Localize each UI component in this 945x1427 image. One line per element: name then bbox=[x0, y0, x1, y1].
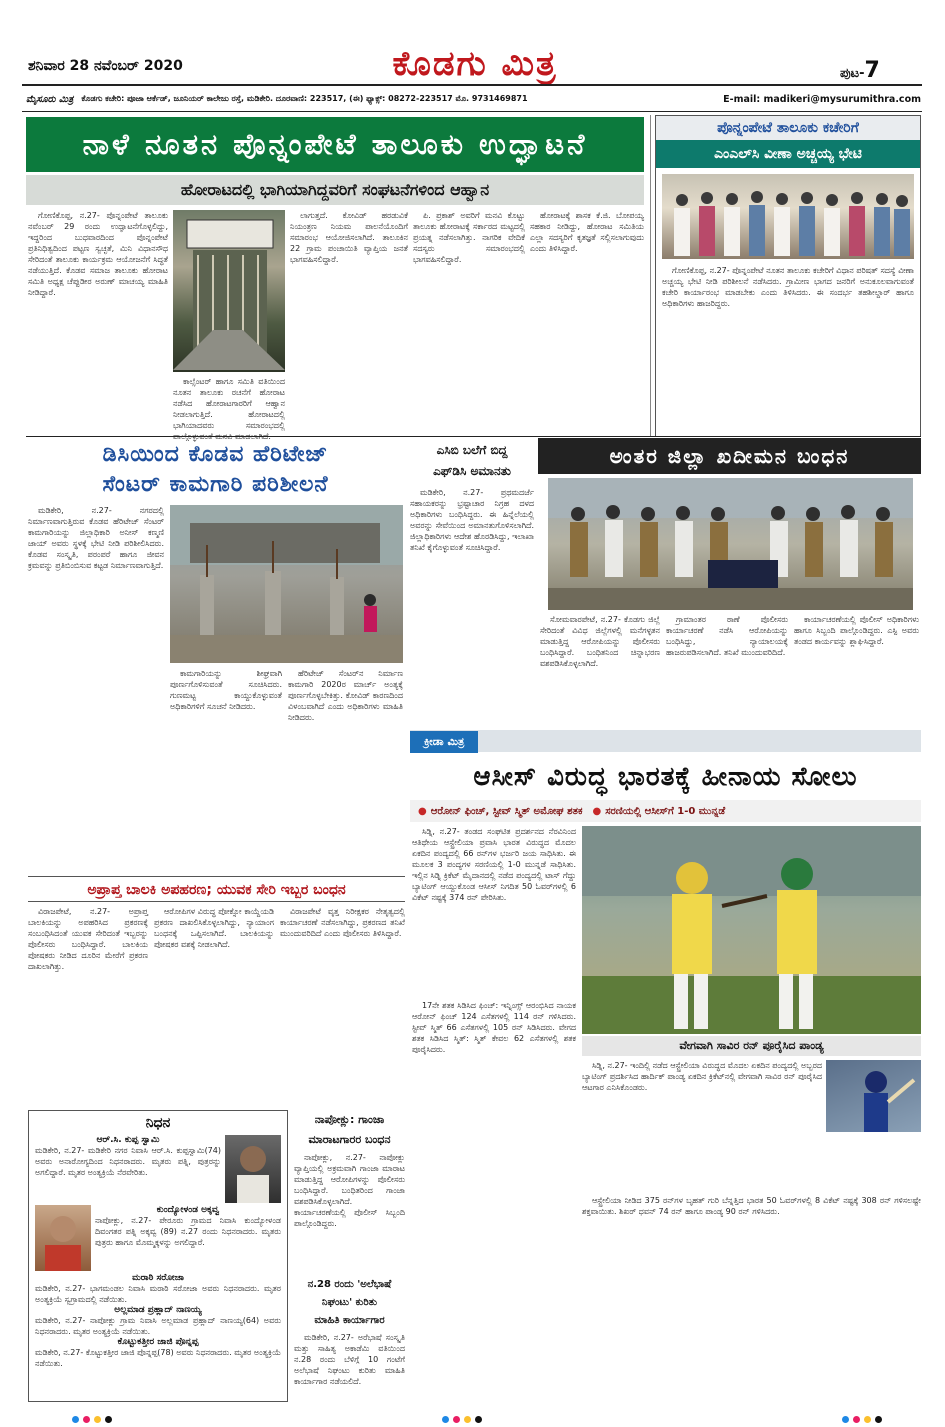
registration-dots-right bbox=[840, 1408, 884, 1427]
obituary-box bbox=[28, 1110, 288, 1402]
registration-dots-center bbox=[440, 1408, 484, 1427]
bullet-icon: ● bbox=[418, 805, 427, 817]
portrait-illustration bbox=[225, 1135, 281, 1203]
obituary-name-4: ಅಲ್ಲಮಾಡ ಪ್ರಹ್ಲಾದ್ ನಾಣಯ್ಯ bbox=[114, 1305, 202, 1315]
registration-dot bbox=[864, 1416, 871, 1423]
registration-dot bbox=[853, 1416, 860, 1423]
visit-photo bbox=[662, 174, 914, 259]
pandya-photo bbox=[826, 1060, 921, 1132]
lead-col-1: ಗೋಣಿಕೊಪ್ಪ, ನ.27- ಪೊನ್ನಂಪೇಟೆ ತಾಲೂಕು ನವೆಂಬರ್ 29 ರಂದು ಉದ್ಘಾಟನೆಗೊಳ್ಳಲಿದ್ದು, ಇದ್ದರಿಂದ ಬುಧವಾರದಿಂದ ಪೊನ್ನಂಪೇಟೆ ಪ್ರತಿನಿಧಿತ್ವದಿಂದ ಪಟ್ಟಣ ಸ್ವಚ್ಛತೆ, ಮಿನಿ ವಿಧಾನಸೌಧ ಸೇರಿದಂತೆ ತಾಲೂಕು ಕಾರ್ಯಕ್ರಮ ಆಯೋಜನೆಗೆ ಸಿದ್ಧತೆ ನಡೆಯುತ್ತಿದೆ. ಕೊಡವ ಸಮಾಜ ತಾಲೂಕು ಹೋರಾಟ ಸಮಿತಿ ಅಧ್ಯಕ್ಷ ಚೆಪ್ಪುಡೀರ ಅರುಣ್ ಮಾಚಯ್ಯ ಮಾಹಿತಿ ನೀಡಿದ್ದಾರೆ. bbox=[28, 211, 168, 297]
obituary-text-4: ಮಡಿಕೇರಿ, ನ.27- ನಾಪೋಕ್ಲು ಗ್ರಾಮ ನಿವಾಸಿ ಅಲ್ಲಮಾಡ ಪ್ರಹ್ಲಾದ್ ನಾಣಯ್ಯ(64) ಅವರು ನಿಧನರಾದರು. ಮೃತರ ಅಂತ್ಯಕ್ರಿಯೆ ನಡೆಯಿತು. bbox=[35, 1316, 281, 1336]
page-number-block bbox=[840, 58, 880, 83]
visit-body: ಗೋಣಿಕೊಪ್ಪ, ನ.27- ಪೊನ್ನಂಪೇಟೆ ನೂತನ ತಾಲೂಕು ಕಚೇರಿಗೆ ವಿಧಾನ ಪರಿಷತ್ ಸದಸ್ಯೆ ವೀಣಾ ಅಚ್ಚಯ್ಯ ಭೇಟಿ ನೀಡಿ ಪರಿಶೀಲನೆ ನಡೆಸಿದರು. ಗ್ರಾಮೀಣ ಭಾಗದ ಜನರಿಗೆ ಅನುಕೂಲವಾಗುವಂತೆ ಕಚೇರಿ ಕಾರ್ಯಾರಂಭ ಮಾಡಬೇಕು ಎಂದು ತಿಳಿಸಿದರು. ಈ ಸಂದರ್ಭ ತಹಶೀಲ್ದಾರ್ ಹಾಗೂ ಅಧಿಕಾರಿಗಳು ಹಾಜರಿದ್ದರು. bbox=[662, 266, 914, 308]
workshop-headline-3: ಮಾಹಿತಿ ಕಾರ್ಯಾಗಾರ bbox=[314, 1315, 385, 1326]
registration-dot bbox=[94, 1416, 101, 1423]
obituary-name-2: ಕುಂದ್ಯೋಳಂಡ ಅಕ್ಕವ್ವ bbox=[156, 1205, 220, 1215]
address-rule bbox=[22, 111, 922, 112]
ganja-body: ನಾಪೋಕ್ಲು, ನ.27- ನಾಪೋಕ್ಲು ವ್ಯಾಪ್ತಿಯಲ್ಲಿ ಅಕ್ರಮವಾಗಿ ಗಾಂಜಾ ಮಾರಾಟ ಮಾಡುತ್ತಿದ್ದ ಆರೋಪಿಗಳನ್ನು ಪೊಲೀಸರು ಬಂಧಿಸಿದ್ದಾರೆ. ಬಂಧಿತರಿಂದ ಗಾಂಜಾ ವಶಪಡಿಸಿಕೊಳ್ಳಲಾಗಿದೆ. ಕಾರ್ಯಾಚರಣೆಯಲ್ಲಿ ಪೊಲೀಸ್ ಸಿಬ್ಬಂದಿ ಪಾಲ್ಗೊಂಡಿದ್ದರು. bbox=[294, 1153, 405, 1228]
obituary-text-3: ಮಡಿಕೇರಿ, ನ.27- ಭಾಗಮಂಡಲ ನಿವಾಸಿ ಮರಾಠಿ ಸರೋಜಾ ಅವರು ನಿಧನರಾದರು. ಮೃತರ ಅಂತ್ಯಕ್ರಿಯೆ ಸ್ವಗ್ರಾಮದಲ್ಲಿ ನಡೆಯಿತು. bbox=[35, 1284, 281, 1304]
lead-photo bbox=[173, 210, 285, 372]
thief-col-3: ಕಾರ್ಯಾಚರಣೆಯಲ್ಲಿ ಪೊಲೀಸ್ ಅಧಿಕಾರಿಗಳು ಹಾಗೂ ಸಿಬ್ಬಂದಿ ಪಾಲ್ಗೊಂಡಿದ್ದರು. ಎಸ್ಪಿ ಅವರು ತಂಡದ ಕಾರ್ಯವನ್ನು ಶ್ಲಾಘಿಸಿದ್ದಾರೆ. bbox=[794, 615, 919, 646]
registration-dot bbox=[83, 1416, 90, 1423]
office-building-illustration bbox=[173, 210, 285, 372]
ganja-headline-1: ನಾಪೋಕ್ಲು: ಗಾಂಜಾ bbox=[314, 1113, 385, 1126]
visit-headline-1: ಪೊನ್ನಂಪೇಟೆ ತಾಲೂಕು ಕಚೇರಿಗೆ bbox=[656, 116, 920, 140]
obituary-portrait-2 bbox=[35, 1205, 91, 1271]
pandya-caption: ವೇಗವಾಗಿ ಸಾವಿರ ರನ್ ಪೂರೈಸಿದ ಪಾಂಡ್ಯ bbox=[582, 1036, 921, 1056]
visit-headline-2: ಎಂಎಲ್‌ಸಿ ವೀಣಾ ಅಚ್ಚಯ್ಯ ಭೇಟಿ bbox=[656, 140, 920, 168]
lead-col-3: ಲಾಗುತ್ತದೆ. ಕೋವಿಡ್ ಹರಡುವಿಕೆ ನಿಯಂತ್ರಣ ನಿಯಮ ಪಾಲನೆಯೊಂದಿಗೆ ಸಮಾರಂಭ ಆಯೋಜಿಸಲಾಗಿದೆ. ತಾಲೂಕಿನ 22 ಗ್ರಾಮ ಪಂಚಾಯಿತಿ ವ್ಯಾಪ್ತಿಯ ಜನತೆ ಭಾಗವಹಿಸಲಿದ್ದಾರೆ. bbox=[290, 211, 408, 264]
obituary-portrait-1 bbox=[225, 1135, 281, 1203]
heritage-col-3: ಹೆರಿಟೇಜ್ ಸೆಂಟರ್‌ನ ನಿರ್ಮಾಣ ಕಾಮಗಾರಿ 2020ರ ಮಾರ್ಚ್ ಅಂತ್ಯಕ್ಕೆ ಪೂರ್ಣಗೊಳ್ಳಬೇಕಿತ್ತು. ಕೋವಿಡ್ ಕಾರಣದಿಂದ ವಿಳಂಬವಾಗಿದೆ ಎಂದು ಅಧಿಕಾರಿಗಳು ಮಾಹಿತಿ ನೀಡಿದರು. bbox=[288, 669, 403, 722]
obituary-label: ನಿಧನ bbox=[145, 1115, 171, 1131]
heritage-col-1: ಮಡಿಕೇರಿ, ನ.27- ನಗರದಲ್ಲಿ ನಿರ್ಮಾಣವಾಗುತ್ತಿರುವ ಕೊಡವ ಹೆರಿಟೇಜ್ ಸೆಂಟರ್ ಕಾಮಗಾರಿಯನ್ನು ಜಿಲ್ಲಾಧಿಕಾರಿ ಅನೀಸ್ ಕಣ್ಮಣಿ ಜಾಯ್ ಅವರು ಸ್ಥಳಕ್ಕೆ ಭೇಟಿ ನೀಡಿ ಪರಿಶೀಲಿಸಿದರು. ಕೊಡವ ಸಂಸ್ಕೃತಿ, ಪರಂಪರೆ ಹಾಗೂ ಜೀವನ ಕ್ರಮವನ್ನು ಪ್ರತಿಬಿಂಬಿಸುವ ಕಟ್ಟಡ ನಿರ್ಮಾಣವಾಗುತ್ತಿದೆ. bbox=[28, 506, 164, 570]
sports-col-4: ಆಸ್ಟ್ರೇಲಿಯಾ ನೀಡಿದ 375 ರನ್‌ಗಳ ಬೃಹತ್ ಗುರಿ ಬೆನ್ನತ್ತಿದ ಭಾರತ 50 ಓವರ್‌ಗಳಲ್ಲಿ 8 ವಿಕೆಟ್ ನಷ್ಟಕ್ಕೆ 308 ರನ್ ಗಳಿಸಲಷ್ಟೇ ಶಕ್ತವಾಯಿತು. ಶಿಖರ್ ಧವನ್ 74 ರನ್ ಹಾಗೂ ಪಾಂಡ್ಯ 90 ರನ್ ಗಳಿಸಿದರು. bbox=[582, 1196, 921, 1216]
col-divider bbox=[650, 115, 651, 437]
thief-col-2: ಗ್ರಾಮಾಂತರ ಠಾಣೆ ಪೊಲೀಸರು ಕಾರ್ಯಾಚರಣೆ ನಡೆಸಿ ಆರೋಪಿಯನ್ನು ಬಂಧಿಸಿದ್ದು, ನ್ಯಾಯಾಲಯಕ್ಕೆ ಹಾಜರುಪಡಿಸಲಾಗಿದೆ. ತನಿಖೆ ಮುಂದುವರಿದಿದೆ. bbox=[666, 615, 788, 657]
registration-dot bbox=[842, 1416, 849, 1423]
lead-col-5: ಹೋರಾಟಕ್ಕೆ ಶಾಸಕ ಕೆ.ಜಿ. ಬೋಪಯ್ಯ ಸಹಕಾರ ನೀಡಿದ್ದು, ಹೋರಾಟ ಸಮಿತಿಯ ಎಲ್ಲಾ ಸದಸ್ಯರಿಗೆ ಕೃತಜ್ಞತೆ ಸಲ್ಲಿಸಲಾಗುವುದು ಎಂದು ತಿಳಿಸಿದ್ದಾರೆ. bbox=[530, 211, 644, 253]
batsman-illustration bbox=[826, 1060, 921, 1132]
sports-col-2: 17ನೇ ಶತಕ ಸಿಡಿಸಿದ ಫಿಂಚ್: ಇನ್ನಿಂಗ್ಸ್ ಆರಂಭಿಸಿದ ನಾಯಕ ಆರೋನ್ ಫಿಂಚ್ 124 ಎಸೆತಗಳಲ್ಲಿ 114 ರನ್ ಗಳಿಸಿದರು. ಸ್ಟೀವ್ ಸ್ಮಿತ್ 66 ಎಸೆತಗಳಲ್ಲಿ 105 ರನ್ ಸಿಡಿಸಿದರು. ವೇಗದ ಶತಕ ಸಿಡಿಸಿದ ಸ್ಮಿತ್: ಸ್ಮಿತ್ ಕೇವಲ 62 ಎಸೆತಗಳಲ್ಲಿ ಶತಕ ಪೂರೈಸಿದರು. bbox=[412, 1001, 576, 1054]
lead-col-4: ಪಿ. ಪ್ರಕಾಶ್ ಅವರಿಗೆ ಮನವಿ ಕೊಟ್ಟು ತಾಲೂಕು ಹೋರಾಟಕ್ಕೆ ಸರ್ಕಾರದ ಮಟ್ಟದಲ್ಲಿ ಪ್ರಯತ್ನ ನಡೆಸಲಾಗಿತ್ತು. ನಾಗರಿಕ ವೇದಿಕೆ ಸದಸ್ಯರು ಸಮಾರಂಭದಲ್ಲಿ ಭಾಗವಹಿಸಲಿದ್ದಾರೆ. bbox=[413, 211, 525, 264]
lead-headline: ನಾಳೆ ನೂತನ ಪೊನ್ನಂಪೇಟೆ ತಾಲೂಕು ಉದ್ಘಾಟನೆ bbox=[26, 117, 644, 172]
heritage-headline bbox=[28, 440, 403, 502]
obituary-text-1: ಮಡಿಕೇರಿ, ನ.27- ಮಡಿಕೇರಿ ನಗರ ನಿವಾಸಿ ಆರ್.ಸಿ. ಕುಪ್ಪಸ್ವಾಮಿ(74) ಅವರು ಅನಾರೋಗ್ಯದಿಂದ ನಿಧನರಾದರು. ಮೃತರು ಪತ್ನಿ, ಪುತ್ರರನ್ನು ಅಗಲಿದ್ದಾರೆ. ಮೃತರ ಅಂತ್ಯಕ್ರಿಯೆ ನೆರವೇರಿತು. bbox=[35, 1146, 221, 1177]
sports-col-3: ಸಿಡ್ನಿ, ನ.27- ಇಂದಿಲ್ಲಿ ನಡೆದ ಆಸ್ಟ್ರೇಲಿಯಾ ವಿರುದ್ಧದ ಮೊದಲ ಏಕದಿನ ಪಂದ್ಯದಲ್ಲಿ ಅಬ್ಬರದ ಬ್ಯಾಟಿಂಗ್ ಪ್ರದರ್ಶಿಸಿದ ಹಾರ್ದಿಕ್ ಪಾಂಡ್ಯ ಏಕದಿನ ಕ್ರಿಕೆಟ್‌ನಲ್ಲಿ ವೇಗವಾಗಿ ಸಾವಿರ ರನ್ ಪೂರೈಸಿದ ಆಟಗಾರ ಎನಿಸಿಕೊಂಡರು. bbox=[582, 1061, 822, 1092]
ganja-headline-2: ಮಾರಾಟಗಾರರ ಬಂಧನ bbox=[308, 1133, 391, 1146]
registration-dot bbox=[72, 1416, 79, 1423]
registration-dot bbox=[105, 1416, 112, 1423]
visit-story bbox=[655, 115, 921, 437]
heritage-headline-1: ಡಿಸಿಯಿಂದ ಕೊಡವ ಹೆರಿಟೇಜ್ bbox=[102, 442, 329, 467]
obituary-name-5: ಕೊಟ್ಟುಕತ್ತೀರ ಜಾಜಿ ಪೊನ್ನಪ್ಪ bbox=[117, 1337, 199, 1347]
thief-headline: ಅಂತರ ಜಿಲ್ಲಾ ಖದೀಮನ ಬಂಧನ bbox=[538, 438, 921, 474]
sports-headline: ಆಸೀಸ್ ವಿರುದ್ಧ ಭಾರತಕ್ಕೆ ಹೀನಾಯ ಸೋಲು bbox=[473, 762, 858, 792]
kidnap-col-3: ವಿರಾಜಪೇಟೆ ವೃತ್ತ ನಿರೀಕ್ಷಕರ ನೇತೃತ್ವದಲ್ಲಿ ಕಾರ್ಯಾಚರಣೆ ನಡೆಸಲಾಗಿದ್ದು, ಪ್ರಕರಣದ ತನಿಖೆ ಮುಂದುವರಿದಿದೆ ಎಂದು ಪೊಲೀಸರು ತಿಳಿಸಿದ್ದಾರೆ. bbox=[280, 907, 405, 938]
lead-subhead: ಹೋರಾಟದಲ್ಲಿ ಭಾಗಿಯಾಗಿದ್ದವರಿಗೆ ಸಂಘಟನೆಗಳಿಂದ ಆಹ್ವಾನ bbox=[26, 175, 644, 205]
address-bar bbox=[26, 90, 921, 108]
section-rule bbox=[26, 436, 921, 437]
sports-label: ಕ್ರೀಡಾ ಮಿತ್ರ bbox=[410, 731, 478, 753]
registration-dot bbox=[442, 1416, 449, 1423]
obituary-name-1: ಆರ್.ಸಿ. ಕುಪ್ಪ ಸ್ವಾಮಿ bbox=[96, 1135, 160, 1145]
sports-kicker-2: ಸರಣಿಯಲ್ಲಿ ಆಸೀಸ್‌ಗೆ 1-0 ಮುನ್ನಡೆ bbox=[605, 805, 726, 817]
registration-dot bbox=[475, 1416, 482, 1423]
page-number: 7 bbox=[864, 58, 880, 83]
registration-dot bbox=[464, 1416, 471, 1423]
heritage-photo bbox=[170, 505, 403, 663]
page-label: ಪುಟ- bbox=[840, 66, 865, 81]
sports-section-bar bbox=[410, 730, 921, 752]
issue-date: ಶನಿವಾರ 28 ನವೆಂಬರ್ 2020 bbox=[28, 58, 183, 74]
obituary-name-3: ಮರಾಠಿ ಸರೋಜಾ bbox=[132, 1273, 184, 1283]
portrait-illustration bbox=[35, 1205, 91, 1271]
heritage-headline-2: ಸೆಂಟರ್ ಕಾಮಗಾರಿ ಪರಿಶೀಲನೆ bbox=[102, 472, 329, 497]
kidnap-col-2: ಆರೋಪಿಗಳ ವಿರುದ್ಧ ಪೋಕ್ಸೋ ಕಾಯ್ದೆಯಡಿ ಪ್ರಕರಣ ದಾಖಲಿಸಿಕೊಳ್ಳಲಾಗಿದ್ದು, ನ್ಯಾಯಾಂಗ ಬಂಧನಕ್ಕೆ ಒಪ್ಪಿಸಲಾಗಿದೆ. ಬಾಲಕಿಯನ್ನು ಪೋಷಕರ ವಶಕ್ಕೆ ನೀಡಲಾಗಿದೆ. bbox=[154, 907, 274, 949]
masthead-rule bbox=[22, 84, 922, 86]
group-people-illustration bbox=[662, 174, 914, 259]
workshop-headline bbox=[294, 1276, 405, 1330]
kidnap-headline: ಅಪ್ರಾಪ್ತ ಬಾಲಕಿ ಅಪಹರಣ; ಯುವಕ ಸೇರಿ ಇಬ್ಬರ ಬಂಧನ bbox=[28, 876, 405, 902]
address-logo: ಮೈಸೂರು ಮಿತ್ರ bbox=[26, 93, 74, 105]
construction-site-illustration bbox=[170, 505, 403, 663]
office-email: E-mail: madikeri@mysurumithra.com bbox=[723, 93, 921, 105]
acb-body: ಮಡಿಕೇರಿ, ನ.27- ಪ್ರಥಮದರ್ಜೆ ಸಹಾಯಕರನ್ನು ಭ್ರಷ್ಟಾಚಾರ ನಿಗ್ರಹ ದಳದ ಅಧಿಕಾರಿಗಳು ಬಂಧಿಸಿದ್ದರು. ಈ ಹಿನ್ನೆಲೆಯಲ್ಲಿ ಅವರನ್ನು ಸೇವೆಯಿಂದ ಅಮಾನತುಗೊಳಿಸಲಾಗಿದೆ. ಜಿಲ್ಲಾಧಿಕಾರಿಗಳು ಆದೇಶ ಹೊರಡಿಸಿದ್ದು, ಇಲಾಖಾ ತನಿಖೆ ಕೈಗೊಳ್ಳುವಂತೆ ಸೂಚಿಸಿದ್ದಾರೆ. bbox=[410, 488, 534, 552]
thief-photo bbox=[548, 478, 913, 610]
acb-headline-2: ಎಫ್‌ಡಿಸಿ ಅಮಾನತು bbox=[433, 464, 511, 478]
sports-col-1: ಸಿಡ್ನಿ, ನ.27- ತಂಡದ ಸಂಘಟಿತ ಪ್ರದರ್ಶನದ ನೆರವಿನಿಂದ ಆತಿಥೇಯ ಆಸ್ಟ್ರೇಲಿಯಾ ಪ್ರವಾಸಿ ಭಾರತ ವಿರುದ್ಧದ ಮೊದಲ ಏಕದಿನ ಪಂದ್ಯದಲ್ಲಿ 66 ರನ್‌ಗಳ ಭರ್ಜರಿ ಜಯ ಸಾಧಿಸಿತು. ಈ ಮೂಲಕ 3 ಪಂದ್ಯಗಳ ಸರಣಿಯಲ್ಲಿ 1-0 ಮುನ್ನಡೆ ಸಾಧಿಸಿತು. ಇಲ್ಲಿನ ಸಿಡ್ನಿ ಕ್ರಿಕೆಟ್ ಮೈದಾನದಲ್ಲಿ ನಡೆದ ಪಂದ್ಯದಲ್ಲಿ ಟಾಸ್ ಗೆದ್ದು ಬ್ಯಾಟಿಂಗ್ ಆಯ್ದುಕೊಂಡ ಆಸೀಸ್ ನಿಗದಿತ 50 ಓವರ್‌ಗಳಲ್ಲಿ 6 ವಿಕೆಟ್ ನಷ್ಟಕ್ಕೆ 374 ರನ್ ಪೇರಿಸಿತು. bbox=[412, 827, 576, 902]
workshop-headline-2: ನಿಘಂಟು' ಕುರಿತು bbox=[321, 1297, 378, 1308]
obituary-text-2: ನಾಪೋಕ್ಲು, ನ.27- ಪೇರೂರು ಗ್ರಾಮದ ನಿವಾಸಿ ಕುಂದ್ಯೋಳಂಡ ದಿವಂಗತರ ಪತ್ನಿ ಅಕ್ಕವ್ವ (89) ನ.27 ರಂದು ನಿಧನರಾದರು. ಮೃತರು ಪುತ್ರರು ಹಾಗೂ ಮೊಮ್ಮಕ್ಕಳನ್ನು ಅಗಲಿದ್ದಾರೆ. bbox=[95, 1216, 281, 1247]
bullet-icon: ● bbox=[592, 805, 602, 817]
workshop-headline-1: ನ.28 ರಂದು 'ಅಲೆಭಾಷೆ bbox=[307, 1279, 392, 1290]
registration-dot bbox=[875, 1416, 882, 1423]
workshop-body: ಮಡಿಕೇರಿ, ನ.27- ಅರೆಭಾಷೆ ಸಂಸ್ಕೃತಿ ಮತ್ತು ಸಾಹಿತ್ಯ ಅಕಾಡೆಮಿ ವತಿಯಿಂದ ನ.28 ರಂದು ಬೆಳಿಗ್ಗೆ 10 ಗಂಟೆಗೆ ಅಲೆಭಾಷೆ ನಿಘಂಟು ಕುರಿತು ಮಾಹಿತಿ ಕಾರ್ಯಾಗಾರ ನಡೆಯಲಿದೆ. bbox=[294, 1333, 405, 1386]
police-team-illustration bbox=[548, 478, 913, 610]
acb-headline-1: ಎಸಿಬಿ ಬಲೆಗೆ ಬಿದ್ದ bbox=[436, 443, 508, 457]
batsmen-illustration bbox=[582, 826, 921, 1034]
sports-kicker-1: ಆರೋನ್ ಫಿಂಚ್, ಸ್ಟೀವ್ ಸ್ಮಿತ್ ಅಮೋಘ ಶತಕ bbox=[430, 805, 583, 817]
registration-dot bbox=[453, 1416, 460, 1423]
ganja-headline bbox=[294, 1110, 405, 1150]
newspaper-title: ಕೊಡಗು ಮಿತ್ರ bbox=[392, 44, 558, 84]
kidnap-col-1: ವಿರಾಜಪೇಟೆ, ನ.27- ಅಪ್ರಾಪ್ತ ಬಾಲಕಿಯನ್ನು ಅಪಹರಿಸಿದ ಪ್ರಕರಣಕ್ಕೆ ಸಂಬಂಧಿಸಿದಂತೆ ಯುವಕ ಸೇರಿದಂತೆ ಇಬ್ಬರನ್ನು ಪೊಲೀಸರು ಬಂಧಿಸಿದ್ದಾರೆ. ಬಾಲಕಿಯ ಪೋಷಕರು ನೀಡಿದ ದೂರಿನ ಮೇರೆಗೆ ಪ್ರಕರಣ ದಾಖಲಾಗಿತ್ತು. bbox=[28, 907, 148, 971]
registration-dots-left bbox=[70, 1408, 114, 1427]
thief-col-1: ಸೋಮವಾರಪೇಟೆ, ನ.27- ಕೊಡಗು ಜಿಲ್ಲೆ ಸೇರಿದಂತೆ ವಿವಿಧ ಜಿಲ್ಲೆಗಳಲ್ಲಿ ಮನೆಗಳ್ಳತನ ಮಾಡುತ್ತಿದ್ದ ಆರೋಪಿಯನ್ನು ಪೊಲೀಸರು ಬಂಧಿಸಿದ್ದಾರೆ. ಬಂಧಿತನಿಂದ ಚಿನ್ನಾಭರಣ ವಶಪಡಿಸಿಕೊಳ್ಳಲಾಗಿದೆ. bbox=[540, 615, 660, 668]
lead-col-2: ಕಾಲ್ಸೆಂಟರ್ ಹಾಗೂ ಸಮಿತಿ ವತಿಯಿಂದ ನೂತನ ತಾಲೂಕು ರಚನೆಗೆ ಹೋರಾಟ ನಡೆಸಿದ ಹೋರಾಟಗಾರರಿಗೆ ಆಹ್ವಾನ ನೀಡಲಾಗುತ್ತಿದೆ. ಹೋರಾಟದಲ್ಲಿ ಭಾಗಿಯಾದವರು ಸಮಾರಂಭದಲ್ಲಿ ಪಾಲ್ಗೊಳ್ಳುವಂತೆ ಮನವಿ ಮಾಡಲಾಗಿದೆ. bbox=[173, 377, 285, 441]
acb-headline bbox=[410, 440, 534, 484]
cricket-photo bbox=[582, 826, 921, 1034]
heritage-col-2: ಕಾಮಗಾರಿಯನ್ನು ಶೀಘ್ರವಾಗಿ ಪೂರ್ಣಗೊಳಿಸುವಂತೆ ಸೂಚಿಸಿದರು. ಗುಣಮಟ್ಟ ಕಾಯ್ದುಕೊಳ್ಳುವಂತೆ ಅಧಿಕಾರಿಗಳಿಗೆ ಸೂಚನೆ ನೀಡಿದರು. bbox=[170, 669, 282, 711]
sports-kickers bbox=[410, 800, 921, 822]
office-address: ಕೊಡಗು ಕಚೇರಿ: ಪೂಜಾ ಆರ್ಕೆಡ್, ಜೂನಿಯರ್ ಕಾಲೇಜು ರಸ್ತೆ, ಮಡಿಕೇರಿ. ದೂರವಾಣಿ: 223517, (ಈ) ಫ್ಯಾಕ್ಸ್: 08272-223517 ಮೊ. 9731469871 bbox=[81, 94, 528, 103]
obituary-text-5: ಮಡಿಕೇರಿ, ನ.27- ಕೊಟ್ಟುಕತ್ತೀರ ಜಾಜಿ ಪೊನ್ನಪ್ಪ(78) ಅವರು ನಿಧನರಾದರು. ಮೃತರ ಅಂತ್ಯಕ್ರಿಯೆ ನಡೆಯಿತು. bbox=[35, 1348, 281, 1368]
